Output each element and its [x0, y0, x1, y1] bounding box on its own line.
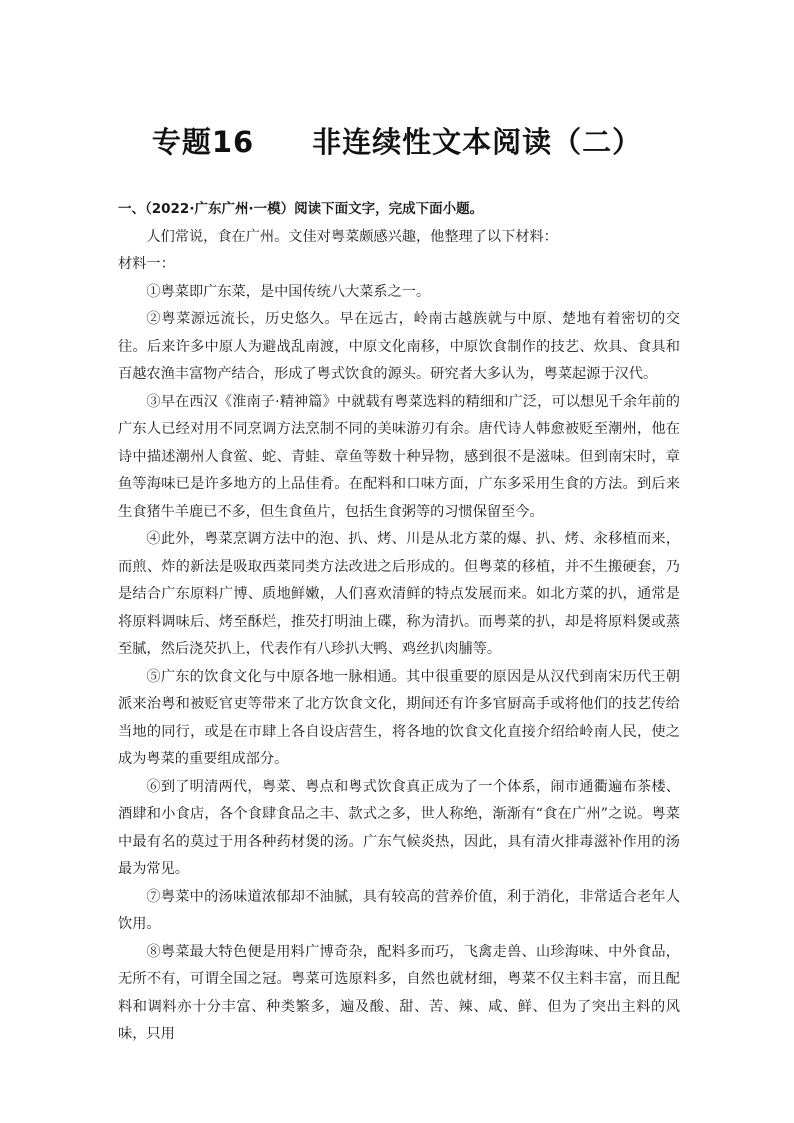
paragraph-2: ②粤菜源远流长，历史悠久。早在远古，岭南古越族就与中原、楚地有着密切的交往。后来许多中原人为避战乱南渡，中原文化南移，中原饮食制作的技艺、炊具、食具和百越农渔丰富物产结合，形成了粤式饮食的源头。研究者大多认为，粤菜起源于汉代。: [118, 311, 680, 382]
paragraph-6: ⑥到了明清两代，粤菜、粤点和粤式饮食真正成为了一个体系，闹市通衢遍布茶楼、酒肆和小食店，各个食肆食品之丰、款式之多，世人称绝，渐渐有“食在广州”之说。粤菜中最有名的莫过于用各种药材煲的汤。广东气候炎热，因此，具有清火排毒滋补作用的汤最为常见。: [118, 778, 680, 877]
paragraph-4: ④此外，粤菜烹调方法中的泡、扒、烤、川是从北方菜的爆、扒、烤、汆移植而来，而煎、炸的新法是吸取西菜同类方法改进之后形成的。但粤菜的移植，并不生搬硬套，乃是结合广东原料广博、质地鲜嫩，人们喜欢清鲜的特点发展而来。如北方菜的扒，通常是将原料调味后、烤至酥烂，推芡打明油上碟，称为清扒。而粤菜的扒，却是将原料煲或蒸至腻，然后浇芡扒上，代表作有八珍扒大鸭、鸡丝扒肉脯等。: [118, 531, 680, 657]
paragraph-1: ①粤菜即广东菜，是中国传统八大菜系之一。: [146, 283, 431, 300]
question-intro: 人们常说，食在广州。文佳对粤菜颇感兴趣，他整理了以下材料：: [146, 228, 558, 245]
title-topic: 专题16: [151, 125, 255, 160]
material-label: 材料一：: [118, 256, 175, 272]
paragraph-7: ⑦粤菜中的汤味道浓郁却不油腻，具有较高的营养价值，利于消化，非常适合老年人饮用。: [118, 888, 680, 932]
question-heading: 一、（2022·广东广州·一模）阅读下面文字，完成下面小题。: [118, 201, 484, 217]
page-title: [0, 122, 794, 162]
document-body: [118, 196, 680, 1049]
paragraph-3: ③早在西汉《淮南子·精神篇》中就载有粤菜选料的精细和广泛，可以想见千余年前的广东人已经对用不同烹调方法烹制不同的美味游刃有余。唐代诗人韩愈被贬至潮州，他在诗中描述潮州人食鲎、蛇、青蛙、章鱼等数十种异物，感到很不是滋味。但到南宋时，章鱼等海味已是许多地方的上品佳肴。在配料和口味方面，广东多采用生食的方法。到后来生食猪牛羊鹿已不多，但生食鱼片，包括生食粥等的习惯保留至今。: [118, 393, 680, 520]
title-name: 非连续性文本阅读（二）: [312, 125, 643, 160]
paragraph-8: ⑧粤菜最大特色便是用料广博奇杂，配料多而巧，飞禽走兽、山珍海味、中外食品，无所不有，可谓全国之冠。粤菜可选原料多，自然也就材细，粤菜不仅主料丰富，而且配料和调料亦十分丰富、种类繁多，遍及酸、甜、苦、辣、咸、鲜、但为了突出主料的风味，只用: [118, 943, 680, 1042]
paragraph-5: ⑤广东的饮食文化与中原各地一脉相通。其中很重要的原因是从汉代到南宋历代王朝派来治粤和被贬官吏等带来了北方饮食文化，期间还有许多官厨高手或将他们的技艺传给当地的同行，或是在市肆上各自设店营生，将各地的饮食文化直接介绍给岭南人民，使之成为粤菜的重要组成部分。: [118, 668, 680, 767]
